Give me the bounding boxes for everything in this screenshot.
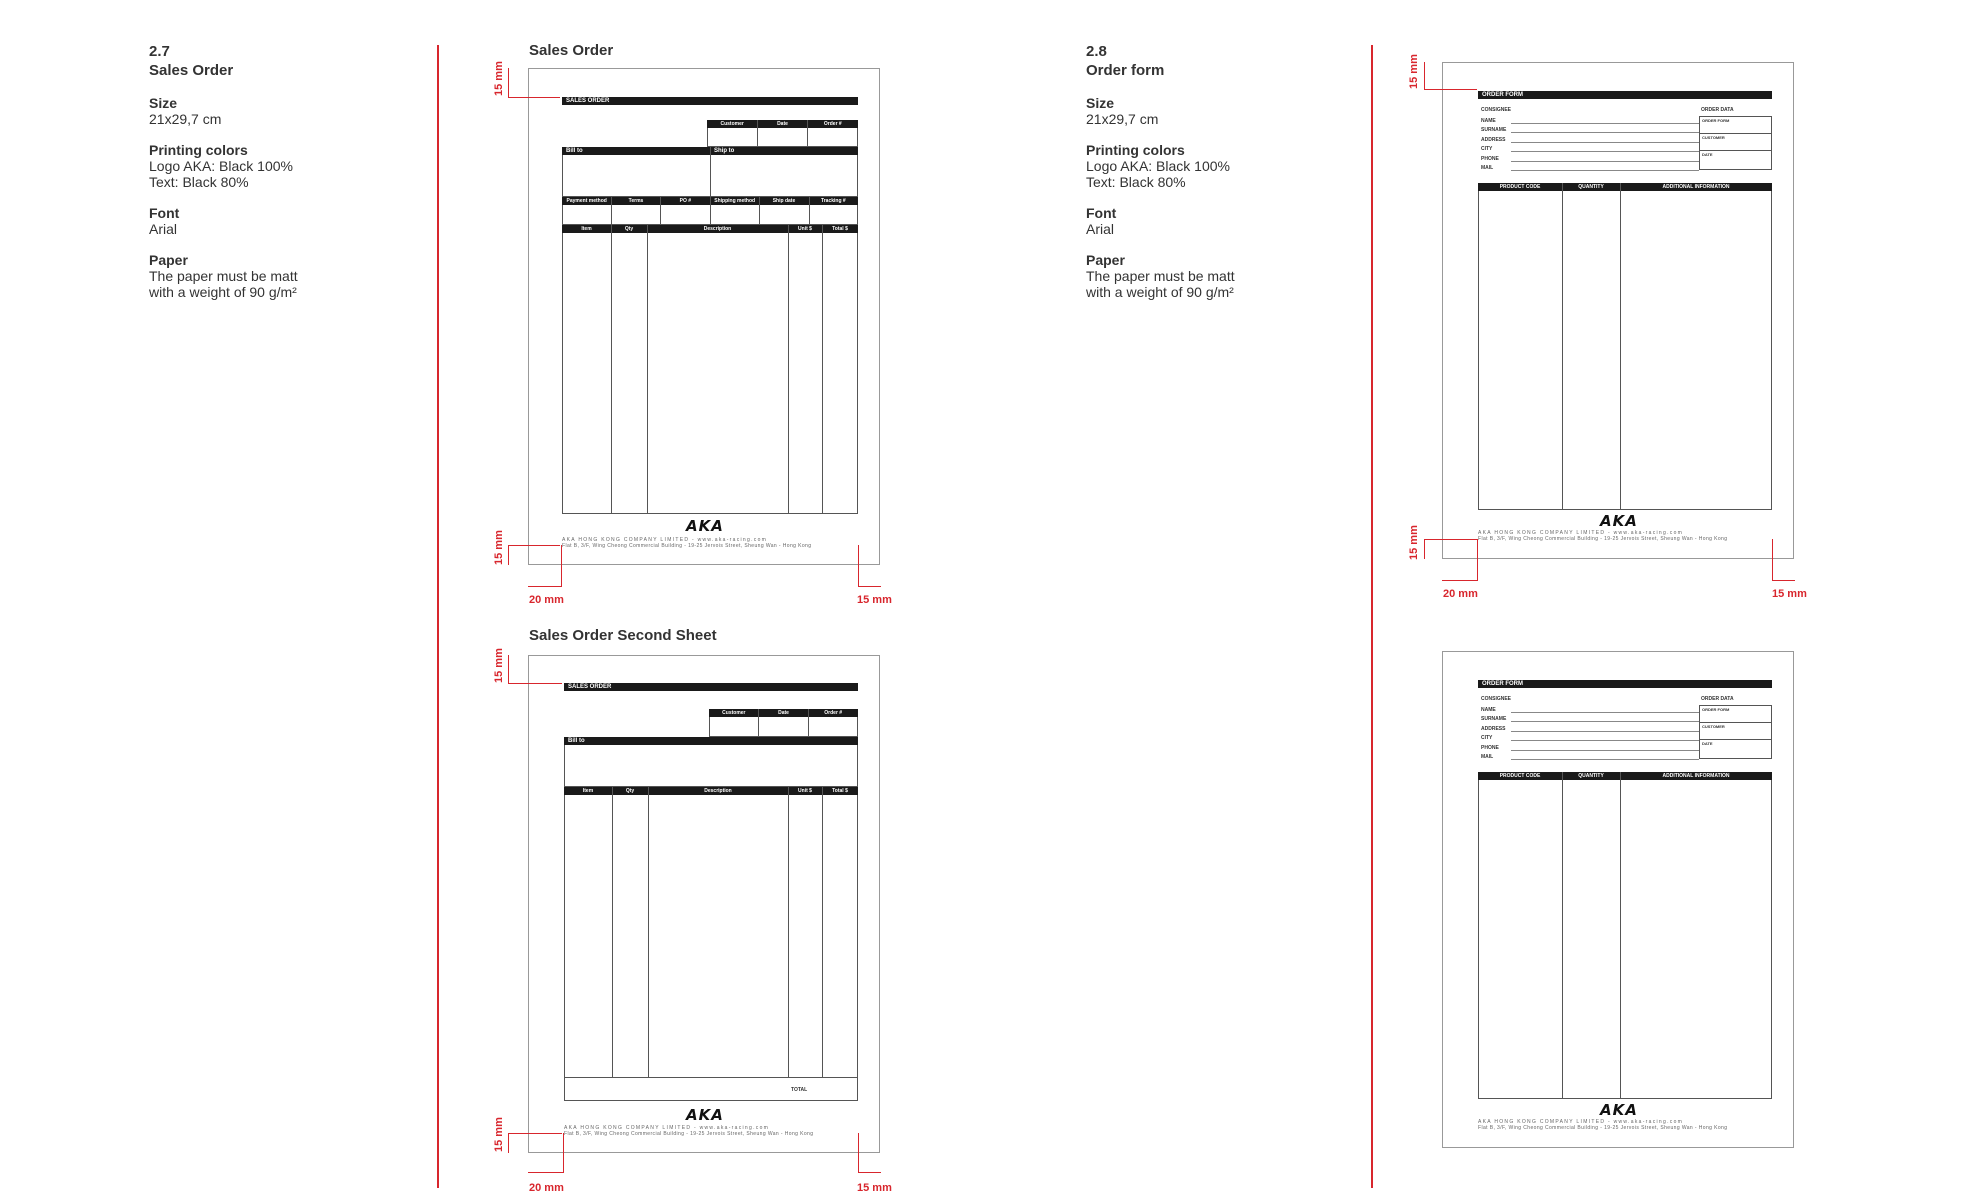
paper-label: Paper bbox=[149, 252, 188, 268]
col-item: Item bbox=[582, 788, 594, 794]
aka-logo: AKA bbox=[1600, 1101, 1638, 1119]
paper-line-2: with a weight of 90 g/m² bbox=[1086, 284, 1234, 300]
order-form-page bbox=[1442, 62, 1794, 559]
measure-guide bbox=[1424, 89, 1477, 90]
measure-top: 15 mm bbox=[493, 61, 505, 96]
cell-divider bbox=[648, 787, 649, 1078]
measure-guide bbox=[508, 655, 509, 684]
size-value: 21x29,7 cm bbox=[149, 111, 222, 127]
col-quantity: QUANTITY bbox=[1578, 184, 1604, 190]
field-address: ADDRESS bbox=[1481, 726, 1506, 732]
cell-divider bbox=[808, 709, 809, 737]
product-table bbox=[1478, 772, 1772, 1099]
field-underline bbox=[1511, 142, 1699, 143]
order-data-order-form: ORDER FORM bbox=[1702, 118, 1730, 123]
section-title: Order form bbox=[1086, 62, 1165, 79]
sales-order-second-page bbox=[528, 655, 880, 1153]
measure-guide bbox=[508, 1133, 509, 1153]
measure-guide bbox=[1477, 539, 1478, 581]
col-date: Date bbox=[777, 121, 788, 127]
measure-guide bbox=[528, 586, 561, 587]
measure-guide bbox=[1424, 539, 1477, 540]
col-ship-date: Ship date bbox=[772, 198, 796, 204]
measure-guide bbox=[1772, 539, 1773, 581]
col-quantity: QUANTITY bbox=[1578, 773, 1604, 779]
measure-left: 20 mm bbox=[1443, 588, 1478, 600]
total-box bbox=[564, 1077, 858, 1101]
order-form-second-page bbox=[1442, 651, 1794, 1148]
measure-guide bbox=[508, 683, 562, 684]
measure-bottom: 15 mm bbox=[1408, 525, 1420, 560]
font-label: Font bbox=[1086, 205, 1117, 221]
measure-guide bbox=[508, 68, 509, 98]
col-terms: Terms bbox=[628, 198, 644, 204]
col-product-code: PRODUCT CODE bbox=[1499, 184, 1541, 190]
bill-to-header: Bill to bbox=[564, 737, 858, 745]
col-payment-method: Payment method bbox=[566, 198, 607, 204]
cell-divider bbox=[647, 225, 648, 514]
col-additional-info: ADDITIONAL INFORMATION bbox=[1662, 773, 1730, 779]
cell-divider bbox=[758, 709, 759, 737]
field-underline bbox=[1511, 750, 1699, 751]
measure-guide bbox=[528, 1172, 563, 1173]
colors-label: Printing colors bbox=[1086, 142, 1185, 158]
field-underline bbox=[1511, 161, 1699, 162]
field-surname: SURNAME bbox=[1481, 127, 1507, 133]
measure-right: 15 mm bbox=[1772, 588, 1807, 600]
field-underline bbox=[1511, 712, 1699, 713]
paper-line-1: The paper must be matt bbox=[149, 268, 298, 284]
size-label: Size bbox=[149, 95, 178, 111]
consignee-label: CONSIGNEE bbox=[1481, 107, 1512, 113]
col-po: PO # bbox=[679, 198, 692, 204]
field-underline bbox=[1511, 759, 1699, 760]
mockup-title: Sales Order bbox=[529, 42, 614, 59]
cell-divider bbox=[1699, 739, 1772, 740]
order-data-box bbox=[1699, 116, 1772, 170]
aka-logo: AKA bbox=[686, 517, 724, 535]
footer-line-2: Flat B, 3/F, Wing Cheong Commercial Building - 19-25 Jervois Street, Sheung Wan - Hong Kong bbox=[1478, 1125, 1728, 1131]
col-customer: Customer bbox=[722, 710, 746, 716]
field-name: NAME bbox=[1481, 707, 1496, 713]
order-data-date: DATE bbox=[1702, 152, 1713, 157]
paper-line-1: The paper must be matt bbox=[1086, 268, 1235, 284]
cell-divider bbox=[1699, 133, 1772, 134]
footer-line-2: Flat B, 3/F, Wing Cheong Commercial Building - 19-25 Jervois Street, Sheung Wan - Hong Kong bbox=[562, 543, 812, 549]
measure-left: 20 mm bbox=[529, 594, 564, 606]
measure-guide bbox=[508, 545, 560, 546]
col-customer: Customer bbox=[720, 121, 744, 127]
field-phone: PHONE bbox=[1481, 745, 1499, 751]
field-address: ADDRESS bbox=[1481, 137, 1506, 143]
items-box bbox=[562, 225, 858, 514]
cell-divider bbox=[611, 197, 612, 225]
font-label: Font bbox=[149, 205, 180, 221]
field-underline bbox=[1511, 721, 1699, 722]
colors-label: Printing colors bbox=[149, 142, 248, 158]
footer-line-1: AKA HONG KONG COMPANY LIMITED - www.aka-racing.com bbox=[1478, 1119, 1684, 1125]
cell-divider bbox=[822, 225, 823, 514]
measure-guide bbox=[858, 586, 881, 587]
customer-header bbox=[709, 709, 858, 717]
field-phone: PHONE bbox=[1481, 156, 1499, 162]
order-data-box bbox=[1699, 705, 1772, 759]
size-value: 21x29,7 cm bbox=[1086, 111, 1159, 127]
product-table-header bbox=[1478, 772, 1772, 780]
col-qty: Qty bbox=[625, 788, 635, 794]
col-total: Total $ bbox=[832, 788, 848, 794]
form-header-bar: SALES ORDER bbox=[562, 97, 858, 105]
order-data-label: ORDER DATA bbox=[1701, 107, 1734, 113]
footer-line-2: Flat B, 3/F, Wing Cheong Commercial Building - 19-25 Jervois Street, Sheung Wan - Hong Kong bbox=[564, 1131, 814, 1137]
bill-to-header: Bill to bbox=[562, 147, 710, 155]
colors-line-2: Text: Black 80% bbox=[149, 174, 249, 190]
col-description: Description bbox=[703, 226, 732, 232]
cell-divider bbox=[788, 787, 789, 1078]
cell-divider bbox=[822, 787, 823, 1078]
form-header-bar: ORDER FORM bbox=[1478, 91, 1772, 99]
colors-line-1: Logo AKA: Black 100% bbox=[1086, 158, 1230, 174]
measure-guide bbox=[563, 1133, 564, 1173]
cell-divider bbox=[1620, 183, 1621, 510]
cell-divider bbox=[1620, 772, 1621, 1099]
section-number: 2.8 bbox=[1086, 43, 1107, 60]
col-date: Date bbox=[778, 710, 789, 716]
col-item: Item bbox=[581, 226, 592, 232]
section-title: Sales Order bbox=[149, 62, 234, 79]
measure-right: 15 mm bbox=[857, 1182, 892, 1194]
measure-guide bbox=[858, 1133, 859, 1173]
paper-label: Paper bbox=[1086, 252, 1125, 268]
cell-divider bbox=[1699, 150, 1772, 151]
field-underline bbox=[1511, 151, 1699, 152]
footer-line-1: AKA HONG KONG COMPANY LIMITED - www.aka-racing.com bbox=[564, 1125, 770, 1131]
footer-line-1: AKA HONG KONG COMPANY LIMITED - www.aka-racing.com bbox=[562, 537, 768, 543]
col-order-number: Order # bbox=[823, 121, 842, 127]
product-table-header bbox=[1478, 183, 1772, 191]
items-header bbox=[564, 787, 858, 795]
cell-divider bbox=[612, 787, 613, 1078]
field-underline bbox=[1511, 132, 1699, 133]
cell-divider bbox=[788, 225, 789, 514]
aka-logo: AKA bbox=[1600, 512, 1638, 530]
order-data-label: ORDER DATA bbox=[1701, 696, 1734, 702]
measure-right: 15 mm bbox=[857, 594, 892, 606]
measure-guide bbox=[508, 1133, 562, 1134]
paper-line-2: with a weight of 90 g/m² bbox=[149, 284, 297, 300]
col-description: Description bbox=[704, 788, 732, 794]
cell-divider bbox=[710, 197, 711, 225]
form-header-bar: ORDER FORM bbox=[1478, 680, 1772, 688]
col-order-number: Order # bbox=[824, 710, 843, 716]
cell-divider bbox=[1562, 183, 1563, 510]
colors-line-1: Logo AKA: Black 100% bbox=[149, 158, 293, 174]
col-qty: Qty bbox=[624, 226, 634, 232]
measure-guide bbox=[1772, 580, 1795, 581]
total-label: TOTAL bbox=[791, 1087, 808, 1093]
col-unit: Unit $ bbox=[798, 788, 812, 794]
items-box bbox=[564, 787, 858, 1078]
cell-divider bbox=[710, 147, 711, 197]
field-mail: MAIL bbox=[1481, 165, 1494, 171]
consignee-label: CONSIGNEE bbox=[1481, 696, 1512, 702]
footer-line-1: AKA HONG KONG COMPANY LIMITED - www.aka-racing.com bbox=[1478, 530, 1684, 536]
measure-guide bbox=[1424, 539, 1425, 559]
cell-divider bbox=[1699, 722, 1772, 723]
col-additional-info: ADDITIONAL INFORMATION bbox=[1662, 184, 1730, 190]
colors-line-2: Text: Black 80% bbox=[1086, 174, 1186, 190]
measure-guide bbox=[858, 545, 859, 587]
order-data-date: DATE bbox=[1702, 741, 1713, 746]
font-value: Arial bbox=[1086, 221, 1115, 237]
col-unit: Unit $ bbox=[798, 226, 812, 232]
cell-divider bbox=[807, 120, 808, 147]
field-underline bbox=[1511, 170, 1699, 171]
footer-line-2: Flat B, 3/F, Wing Cheong Commercial Building - 19-25 Jervois Street, Sheung Wan - Hong Kong bbox=[1478, 536, 1728, 542]
measure-guide bbox=[1442, 580, 1477, 581]
measure-guide bbox=[561, 545, 562, 587]
order-data-customer: CUSTOMER bbox=[1702, 135, 1725, 140]
customer-header bbox=[707, 120, 858, 128]
cell-divider bbox=[1562, 772, 1563, 1099]
measure-top: 15 mm bbox=[1408, 54, 1420, 89]
field-mail: MAIL bbox=[1481, 754, 1494, 760]
measure-top: 15 mm bbox=[493, 648, 505, 683]
divider-line bbox=[1371, 45, 1373, 1188]
product-table bbox=[1478, 183, 1772, 510]
ship-to-header: Ship to bbox=[710, 147, 858, 155]
cell-divider bbox=[809, 197, 810, 225]
measure-guide bbox=[508, 97, 560, 98]
cell-divider bbox=[759, 197, 760, 225]
field-city: CITY bbox=[1481, 146, 1493, 152]
field-name: NAME bbox=[1481, 118, 1496, 124]
font-value: Arial bbox=[149, 221, 178, 237]
measure-bottom: 15 mm bbox=[493, 530, 505, 565]
section-number: 2.7 bbox=[149, 43, 170, 60]
measure-guide bbox=[1424, 62, 1425, 90]
col-tracking: Tracking # bbox=[820, 198, 846, 204]
field-underline bbox=[1511, 740, 1699, 741]
form-header-bar: SALES ORDER bbox=[564, 683, 858, 691]
field-underline bbox=[1511, 731, 1699, 732]
measure-guide bbox=[508, 545, 509, 565]
sales-order-page bbox=[528, 68, 880, 565]
items-header bbox=[562, 225, 858, 233]
size-label: Size bbox=[1086, 95, 1115, 111]
field-city: CITY bbox=[1481, 735, 1493, 741]
cell-divider bbox=[757, 120, 758, 147]
col-shipping-method: Shipping method bbox=[714, 198, 756, 204]
field-surname: SURNAME bbox=[1481, 716, 1507, 722]
mockup-title: Sales Order Second Sheet bbox=[529, 627, 717, 644]
measure-left: 20 mm bbox=[529, 1182, 564, 1194]
divider-line bbox=[437, 45, 439, 1188]
order-data-customer: CUSTOMER bbox=[1702, 724, 1725, 729]
field-underline bbox=[1511, 123, 1699, 124]
order-data-order-form: ORDER FORM bbox=[1702, 707, 1730, 712]
col-total: Total $ bbox=[832, 226, 848, 232]
measure-bottom: 15 mm bbox=[493, 1117, 505, 1152]
cell-divider bbox=[660, 197, 661, 225]
measure-guide bbox=[858, 1172, 881, 1173]
aka-logo: AKA bbox=[686, 1106, 724, 1124]
col-product-code: PRODUCT CODE bbox=[1499, 773, 1541, 779]
cell-divider bbox=[611, 225, 612, 514]
